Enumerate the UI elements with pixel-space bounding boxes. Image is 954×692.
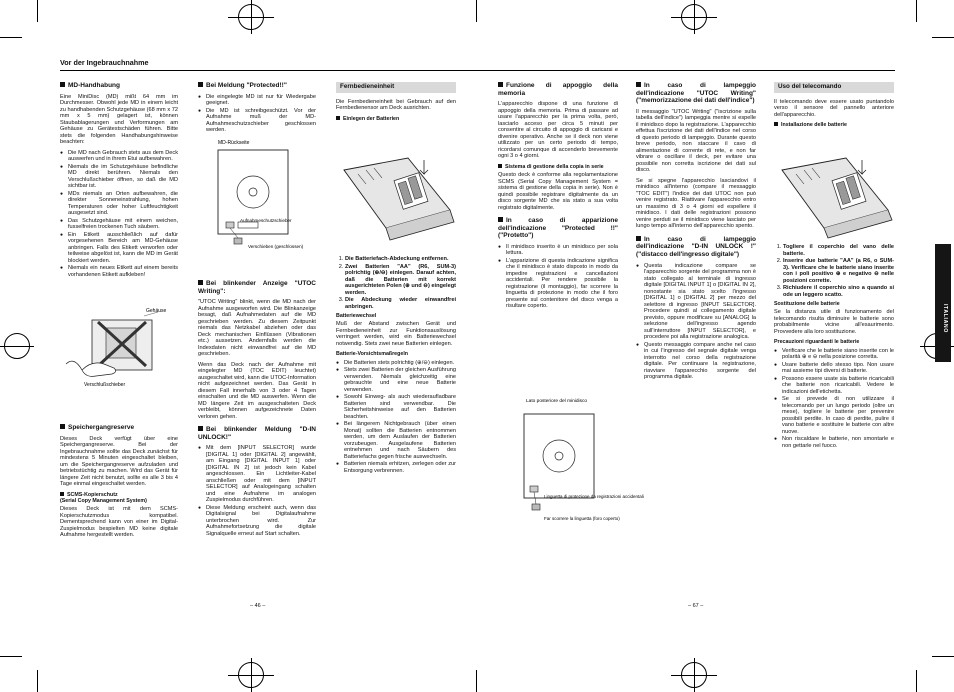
list-item: ● Mit dem [INPUT SELECTOR] wurde [DIGITAL 1] oder [DIGITAL 2] angewählt, am Eingang [DIGITAL INPUT 1] oder [DIGITAL IN 2] ist jedoch kein Kabel angeschlossen. Ein Lichtleiter-Kabel anschließen oder mit dem [INPUT SELECTOR] auf Analogeingang schalten und eine Aufnahme im analogen Zuspielmodus durchführen. xyxy=(198,445,316,504)
speicher-text: Dieses Deck verfügt über eine Speichergangreserve. Bei der Ingebrauchnahme sollte das Deck zunächst für mindestens 5 Minuten eingeschaltet bleiben, um die Speichergangreserve aufzuladen und betriebstüchtig zu machen. Wird das Gerät für längere Zeit nicht benutzt, sollte es alle 3 bis 4 Tage einmal eingeschaltet werden. xyxy=(60,435,178,488)
crop-mark xyxy=(916,0,917,22)
fig-label-lato: Lato posteriore del minidisco xyxy=(526,399,588,404)
telecomando-intro: Il telecomando deve essere usato puntandolo verso il sensore del pannello anteriore dell'apparecchio. xyxy=(774,98,894,118)
fig-label-gehaeuse: Gehäuse xyxy=(146,308,167,314)
list-item: ● L'apparizione di questa indicazione significa che il minidisco è stato disposto in modo da impedire registrazioni e cancellazioni accidentali. Per rendere possibile la registrazione (il montaggio), far scorrere la linguetta di protezione in modo che il foro presente sul contenitore del disco venga a risultare coperto. xyxy=(498,258,618,310)
install-steps xyxy=(774,244,894,298)
list-item: 3. Die Abdeckung wieder einwandfrei anbringen. xyxy=(345,297,456,310)
list-item: ● Bei längerem Nichtgebrauch (über einen Monat) sollten die Batterien entnommen werden, um dem Auslaufen der Batterien vorzubeugen. Ausgelaufene Batterien entnehmen und nach Säubern des Batteriefachs gegen frische auswechseln. xyxy=(336,421,456,460)
language-tab-label: ITALIANO xyxy=(942,304,948,333)
fig-label-scorrere: Far scorrere la linguetta (foro coperto) xyxy=(544,516,620,521)
list-item: ● Questa indicazione compare se l'apparecchio sorgente del programma non è stato collegato al terminale di ingresso digitale [DIGITAL INPUT 1] o [DIGITAL IN 2], nonostante sia stato scelto l'ingresso [DIGITAL 1] o [DIGITAL 2] per mezzo del selettore di ingresso [INPUT SELECTOR]. Procedere quindi al collegamento digitale previsto, oppure modificare su [ANALOG] la selezione dell'ingresso agendo sull'interruttore [INPUT SELECTOR], e procedere poi alla registrazione analogica. xyxy=(636,263,756,341)
vorsicht-heading: Batterie-Vorsichtsmaßregeln xyxy=(336,351,409,358)
page-header: Vor der Ingebrauchnahme xyxy=(60,58,149,67)
list-item: ● MDs niemals an Orten aufbewahren, die direkter Sonneneinstrahlung, hohen Temperaturen oder hoher Luftfeuchtigkeit ausgesetzt sind. xyxy=(60,191,178,217)
crop-mark xyxy=(932,37,954,38)
fig-label-verschieben: Verschieben (geschlossen) xyxy=(248,244,304,249)
fig-label-rueckseite: MD-Rückseite xyxy=(218,140,250,146)
list-item: 2. Inserire due batterie "AA" (a R6, o SUM-3). Verificare che le batterie siano inserite con i poli positivo ⊕ e negativo ⊖ nelle posizioni corrette. xyxy=(783,258,894,284)
memory-text: L'apparecchio dispone di una funzione di appoggio della memoria. Prima di passare ad usare l'apparecchio per la prima volta, però, lasciarlo acceso per circa 5 minuti per consentire al circuito di appoggio di caricarsi e divenire operativo. Anche se il deck non viene utilizzato per un certo periodo di tempo, ricordarsi comunque di accenderlo brevemente ogni 3 o 4 giorni. xyxy=(498,101,618,160)
crop-mark xyxy=(37,670,38,692)
speicher-heading: Speichergangreserve xyxy=(60,424,178,432)
utoc-it-text-2: Se si spegne l'apparecchio lasciandovi il minidisco all'interno (compare il messaggio "TOC EDIT") l'indice dei dati UTOC non può venire registrato. Riattivare l'apparecchio entro un massimo di 3 o 4 giorni ed espellere il minidisco. I dati delle registrazioni possono venire perduti se il minidisco viene lasciato per lungo tempo all'interno dell'apparecchio spento. xyxy=(636,177,756,230)
wechsel-text: Muß der Abstand zwischen Gerät und Fernbedieneinheit zur Funktionsauslösung verringert werden, wird ein Batteriewechsel notwendig. Stets zwei neue Batterien einlegen. xyxy=(336,321,456,347)
din-it-list xyxy=(636,263,756,381)
list-item: ● Die MD nach Gebrauch stets aus dem Deck auswerfen und in ihrem Etui aufbewahren. xyxy=(60,150,178,163)
column-6 xyxy=(774,82,894,130)
precauzioni-heading: Precauzioni riguardanti le batterie xyxy=(774,339,860,346)
registration-mark xyxy=(694,658,695,692)
column-2 xyxy=(198,82,316,137)
utoc-it-heading: In caso di lampeggio dell'indicazione "UTOC Writing" ("memorizzazione dei dati dell'indice") xyxy=(636,82,756,105)
md-backside-illustration xyxy=(204,138,316,260)
list-item: ● Batterien niemals erhitzen, zerlegen oder zur Entsorgung verbrennen. xyxy=(336,461,456,474)
utoc-text: "UTOC Writing" blinkt, wenn die MD nach der Aufnahme ausgeworfen wird. Die Blinkanzeige besagt, daß Aufnahmedaten auf die MD geschrieben werden. Zu diesem Zeitpunkt niemals das Netzkabel abziehen oder das Deck mechanischen Einflüssen (Vibrationen etc.) aussetzen. Andernfalls werden die Indexdaten nicht einwandfrei auf die MD geschrieben. xyxy=(198,299,316,358)
language-tab xyxy=(935,244,951,362)
column-2-lower xyxy=(198,280,316,540)
sostituzione-heading: Sostituzione delle batterie xyxy=(774,301,840,307)
fig-label-schieber: Verschlußschieber xyxy=(84,382,126,388)
protected-it-list xyxy=(498,244,618,310)
scms-it-text: Questo deck è conforme alla regolamentazione SCMS (Serial Copy Management System = sistema di gestione della copia in serie). Non è quindi possibile registrare digitalmente da un disco sorgente MD che sia stato a sua volta registrato digitalmente. xyxy=(498,172,618,211)
page-number-right: – 67 – xyxy=(688,603,704,609)
utoc-it-text: Il messaggio "UTOC Writing" ("iscrizione sulla tabella dell'indice") lampeggia mentre si espelle il minidisco dopo la registrazione. L'apparecchio effettua l'iscrizione dei dati dell'indice nel corso di questo periodo di lampeggio. Durante questo breve periodo, non staccare il cavo di alimentazione di corrente di rete, e non far vibrare o oscillare il deck, per evitare una possibile non corretta iscrizione dei dati sul disco. xyxy=(636,108,756,174)
remote-intro: Die Fernbedieneinheit bei Gebrauch auf den Fernbedienensor am Deck ausrichten. xyxy=(336,98,456,111)
sostituzione-text: Se la distanza utile di funzionamento del telecomando risulta diminuire le batterie sono probabilmente vicine all'esaurimento. Provvedere alla loro sostituzione. xyxy=(774,309,894,335)
fig-label-aufnahmeschutz: Aufnahmeschutzschieber xyxy=(240,218,292,223)
page-number-left: – 46 – xyxy=(250,603,266,609)
scms-it-heading: Sistema di gestione della copia in serie xyxy=(498,164,618,170)
crop-mark xyxy=(0,656,22,657)
battery-steps xyxy=(336,256,456,310)
registration-mark xyxy=(251,0,252,34)
list-item: ● Niemals ein neues Etikett auf einem bereits vorhandenen Etikett aufkleben! xyxy=(60,265,178,278)
memory-heading: Funzione di appoggio della memoria xyxy=(498,82,618,97)
column-5 xyxy=(636,82,756,384)
telecomando-section-title: Uso del telecomando xyxy=(774,82,894,93)
column-3-lower xyxy=(336,256,456,477)
crop-mark xyxy=(37,0,38,22)
list-item: ● Questo messaggio compare anche nel caso in cui l'ingresso del segnale digitale venga interrotto nel corso della registrazione digitale. Per continuare la registrazione, riavviare l'apparecchio sorgente del programma digitale. xyxy=(636,342,756,381)
crop-mark xyxy=(932,656,954,657)
utoc-text-2: Wenn das Deck nach der Aufnahme mit eingelegter MD (TOC EDIT) leuchtet) ausgeschaltet wird, kann die UTOC-Information nicht aufgezeichnet werden. Das Gerät in diesem Fall innerhalb von 3 oder 4 Tagen einschalten und die MD auswerfen. Wenn die MD längere Zeit im ausgeschalteten Deck verbleibt, können aufgezeichnete Daten verloren gehen. xyxy=(198,361,316,420)
column-1-lower xyxy=(60,424,178,543)
list-item: ● Niemals die im Schutzgehäuse befindliche MD direkt berühren. Niemals den Verschlußschieber öffnen, so daß die MD sichtbar ist. xyxy=(60,164,178,190)
utoc-heading: Bei blinkender Anzeige "UTOC Writing": xyxy=(198,280,316,295)
column-1 xyxy=(60,82,178,281)
protected-heading: Bei Meldung "Protected!!" xyxy=(198,82,316,90)
precauzioni-list xyxy=(774,348,894,450)
list-item: ● Possono essere usate sia batterie ricaricabili che batterie non ricaricabili. Vedere le indicazioni dell'etichetta. xyxy=(774,376,894,396)
md-backside-it-illustration xyxy=(504,396,644,528)
list-item: ● Il minidisco inserito è un minidisco per sola lettura. xyxy=(498,244,618,257)
crop-mark xyxy=(916,670,917,692)
list-item: ● Das Schutzgehäuse mit einem weichen, fusselfreien trockenen Tuch säubern. xyxy=(60,218,178,231)
protected-it-heading: In caso di apparizione dell'indicazione "Protected !!" ("Protetto") xyxy=(498,217,618,240)
md-bullet-list xyxy=(60,150,178,279)
list-item: ● Stets zwei Batterien der gleichen Ausführung verwenden. Niemals gleichzeitig eine gebrauchte und eine neue Batterie verwenden. xyxy=(336,367,456,393)
list-item: ● Se si prevede di non utilizzare il telecomando per un lungo periodo (oltre un mese), togliere le batterie per prevenire possibili perdite. In caso di perdite, pulire il vano batterie e sostituire le batterie con altre nuove. xyxy=(774,396,894,435)
fig-label-linguetta: Linguetta di protezione da registrazioni accidentali xyxy=(544,494,644,499)
din-list xyxy=(198,445,316,537)
crop-mark xyxy=(0,37,22,38)
list-item: ● Die Batterien stets polrichtig (⊕/⊖) einlegen. xyxy=(336,360,456,367)
scms-text: Dieses Deck ist mit dem SCMS-Kopierschutzmodus kompatibel. Dementsprechend kann von einer im Digital-Zuspielmodus bespielten MD keine digitale Aufnahme hergestellt werden. xyxy=(60,506,178,539)
list-item: ● Verificare che le batterie siano inserite con le polarità ⊕ e ⊖ nella posizione corretta. xyxy=(774,348,894,361)
remote-battery-it-illustration xyxy=(776,150,894,240)
registration-mark xyxy=(0,346,34,347)
registration-mark xyxy=(694,0,695,34)
registration-mark xyxy=(251,658,252,692)
list-item: ● Diese Meldung erscheint auch, wenn das Digitalsignal bei Digitalaufnahme unterbrochen wird. Zur Aufnahmefortsetzung die digitale Signalquelle erneut auf Start schalten. xyxy=(198,505,316,538)
wechsel-heading: Batteriewechsel xyxy=(336,313,377,319)
crop-mark xyxy=(476,670,477,692)
list-item: 3. Richiudere il coperchio sino a quando si ode un leggero scatto. xyxy=(783,285,894,298)
scms-heading: SCMS-Kopierschutz (Serial Copy Management System) xyxy=(60,491,147,504)
battery-insert-heading: Einlegen der Batterien xyxy=(336,116,456,122)
remote-battery-illustration xyxy=(338,150,456,252)
vorsicht-list xyxy=(336,360,456,475)
list-item: ● Usare batterie dello stesso tipo. Non usare mai assieme tipi diversi di batterie. xyxy=(774,362,894,375)
din-it-heading: In caso di lampeggio dell'indicazione "D-IN UNLOCK !" ("distacco dell'ingresso digitale") xyxy=(636,235,756,258)
install-batteries-heading: Installazione delle batterie xyxy=(774,122,894,128)
md-intro: Eine MiniDisc (MD) mißt 64 mm im Durchmesser. Obwohl jede MD in einem leicht zu handhabenden Schutzgehäuse (68 mm x 72 mm x 5 mm) gelagert ist, können Staubablagerungen und Verformungen am Gehäuse zu Gerätestschäden führen. Bitte stets die folgenden Handhabungshinweise beachten: xyxy=(60,93,178,146)
din-heading: Bei blinkender Meldung "D-IN UNLOCK!" xyxy=(198,426,316,441)
column-6-lower xyxy=(774,244,894,452)
crop-mark xyxy=(476,0,477,22)
column-3 xyxy=(336,82,456,124)
list-item: ● Non riscaldare le batterie, non smontarle e non gettarle nel fuoco. xyxy=(774,436,894,449)
protected-list xyxy=(198,94,316,134)
list-item: ● Die MD ist schreibgeschützt. Vor der Aufnahme muß der MD-Aufnahmeschutzschieber geschlossen werden. xyxy=(198,108,316,134)
list-item: ● Ein Etikett ausschließlich auf dafür vorgesehenen Bereich am MD-Gehäuse anbringen. Falls des Etikett verworfen oder teilweise abgelöst ist, kann die MD im Gerät blockiert werden. xyxy=(60,232,178,265)
list-item: ● Die eingelegte MD ist nur für Wiedergabe geeignet. xyxy=(198,94,316,107)
md-handling-heading: MD-Handhabung xyxy=(60,82,178,90)
list-item: 2. Zwei Batterien "AA" (R6, SUM-3) polrichtig (⊕/⊖) einlegen. Darauf achten, daß die Batterien mit korrekt ausgerichteten Polen (⊕ und ⊖) eingelegt werden. xyxy=(345,264,456,297)
list-item: ● Sowohl Einweg- als auch wiederaufladbare Batterien sind verwendbar. Die Sicherheitshinweise auf den Batterien beachten. xyxy=(336,394,456,420)
list-item: 1. Togliere il coperchio del vano delle batterie. xyxy=(783,244,894,257)
header-rule xyxy=(60,70,895,71)
list-item: 1. Die Batteriefach-Abdeckung entfernen. xyxy=(345,256,456,263)
md-handling-illustration xyxy=(62,306,180,388)
column-4 xyxy=(498,82,618,313)
remote-section-title: Fernbedieneinheit xyxy=(336,82,456,93)
